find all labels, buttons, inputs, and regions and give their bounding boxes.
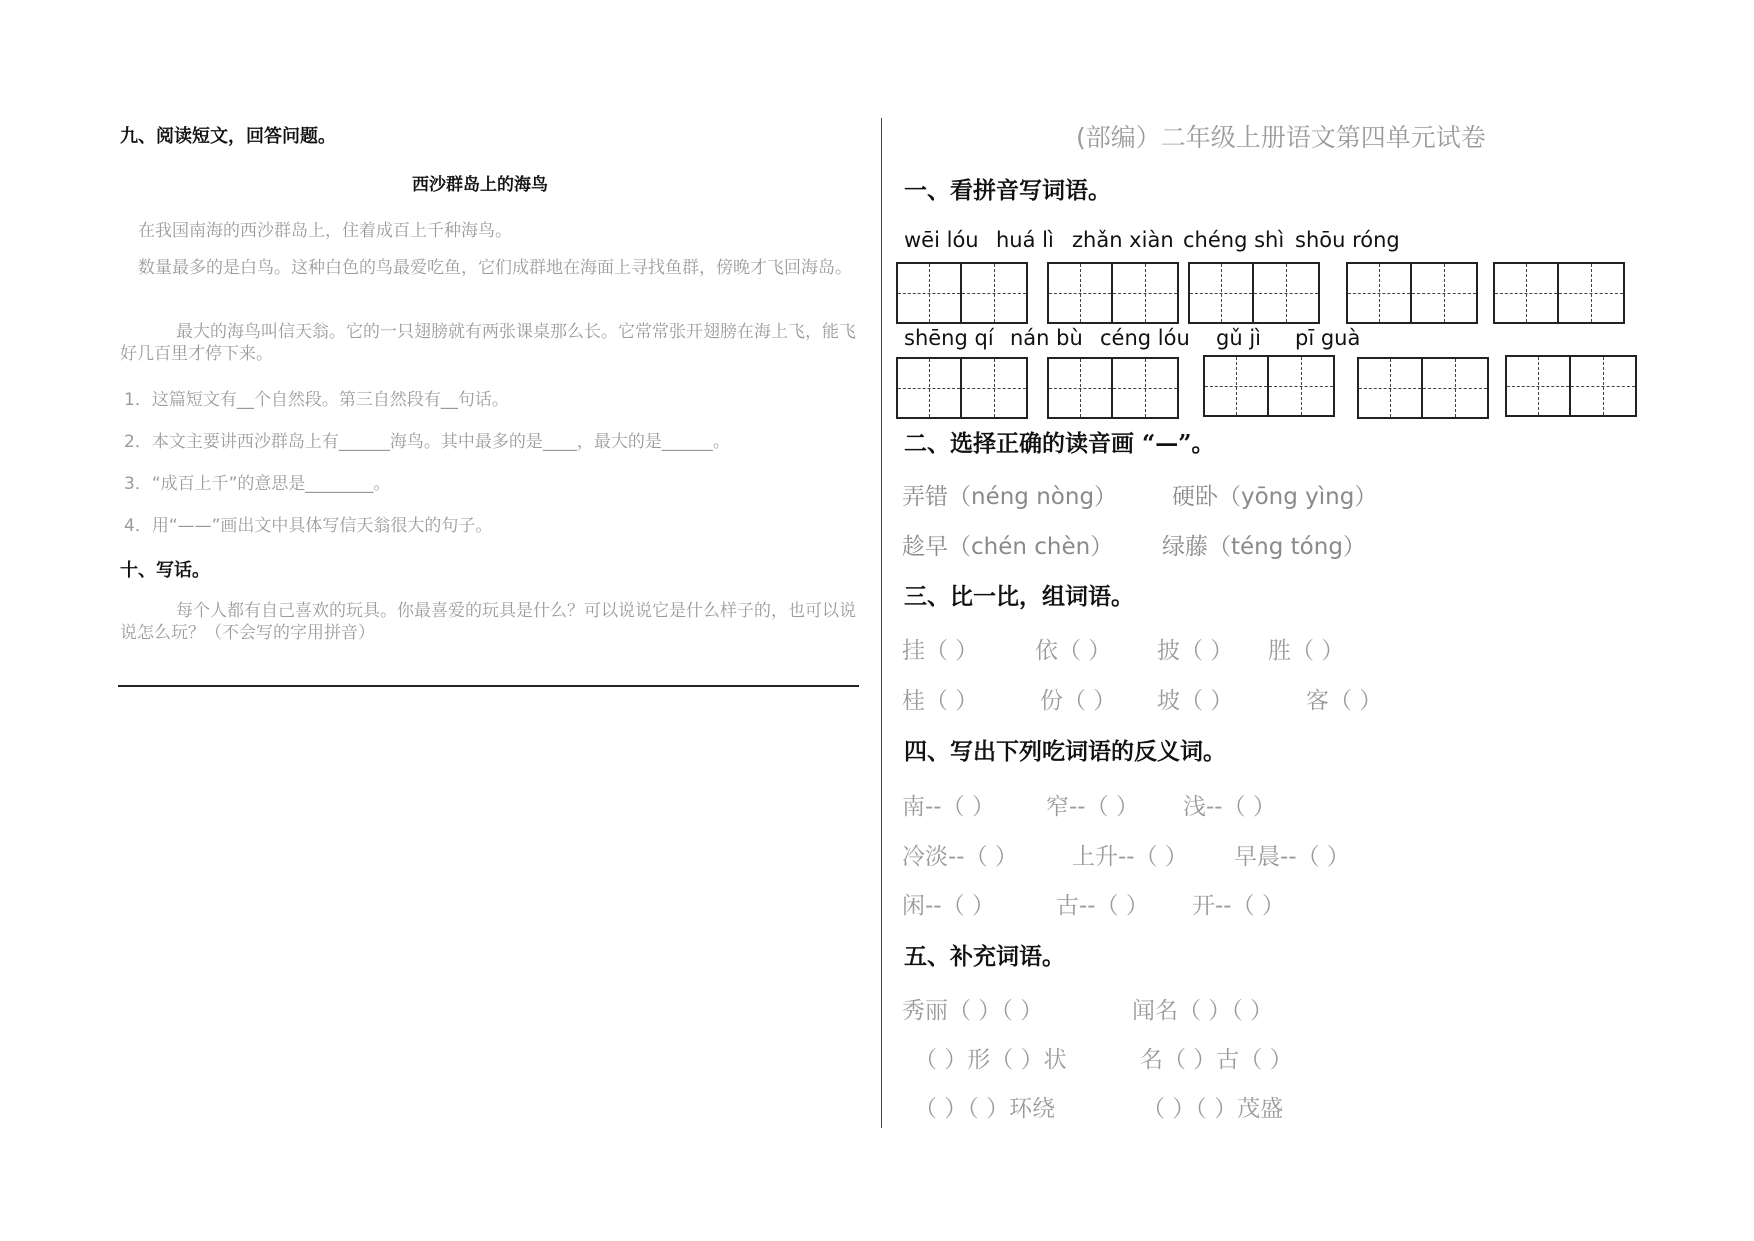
section-9-title: 九、阅读短文，回答问题。 xyxy=(120,126,336,147)
section-5-title: 五、补充词语。 xyxy=(904,943,1065,970)
fill-word-1[interactable]: 秀丽（ ）（ ） xyxy=(902,998,1044,1024)
column-divider xyxy=(881,118,882,1128)
question-3: 3．“成百上千”的意思是________。 xyxy=(124,474,391,494)
fill-word-2[interactable]: 闻名（ ）（ ） xyxy=(1132,998,1274,1024)
pinyin-2-1: shēng qí xyxy=(904,326,994,350)
compare-word-1[interactable]: 挂（ ） xyxy=(902,638,979,664)
antonym-2[interactable]: 窄--（ ） xyxy=(1046,794,1139,820)
section-10-title: 十、写话。 xyxy=(120,560,210,581)
writing-prompt: 每个人都有自己喜欢的玩具。你最喜爱的玩具是什么？可以说说它是什么样子的，也可以说说怎么玩？（不会写的字用拼音） xyxy=(120,601,856,643)
section-4-title: 四、写出下列吃词语的反义词。 xyxy=(904,738,1226,765)
pinyin-1-1: wēi lóu xyxy=(904,228,979,252)
reading-choice-1[interactable]: 弄错（néng nòng） xyxy=(902,484,1118,510)
reading-choice-3[interactable]: 趁早（chén chèn） xyxy=(902,534,1114,560)
antonym-5[interactable]: 上升--（ ） xyxy=(1072,844,1188,870)
reading-choice-4[interactable]: 绿藤（téng tóng） xyxy=(1162,534,1366,560)
article-title: 西沙群岛上的海鸟 xyxy=(412,175,548,195)
pinyin-1-3: zhǎn xiàn xyxy=(1072,228,1174,252)
pinyin-1-4: chéng shì xyxy=(1183,228,1285,252)
writing-box-1-4[interactable] xyxy=(1346,262,1478,324)
fill-word-4[interactable]: 名（ ）古（ ） xyxy=(1140,1047,1293,1073)
writing-box-1-5[interactable] xyxy=(1493,262,1625,324)
compare-word-2[interactable]: 依（ ） xyxy=(1035,638,1112,664)
compare-word-4[interactable]: 胜（ ） xyxy=(1268,638,1345,664)
paragraph-1: 在我国南海的西沙群岛上，住着成百上千种海鸟。 xyxy=(138,221,512,241)
compare-word-3[interactable]: 披（ ） xyxy=(1157,638,1234,664)
antonym-1[interactable]: 南--（ ） xyxy=(902,794,995,820)
question-4: 4．用“——”画出文中具体写信天翁很大的句子。 xyxy=(124,516,493,536)
antonym-3[interactable]: 浅--（ ） xyxy=(1183,794,1276,820)
writing-box-2-1[interactable] xyxy=(896,357,1028,419)
antonym-9[interactable]: 开--（ ） xyxy=(1192,893,1285,919)
section-1-title: 一、看拼音写词语。 xyxy=(904,177,1111,204)
pinyin-1-5: shōu róng xyxy=(1295,228,1400,252)
pinyin-2-3: céng lóu xyxy=(1100,326,1190,350)
writing-box-2-3[interactable] xyxy=(1203,355,1335,417)
fill-word-6[interactable]: （ ）（ ）茂盛 xyxy=(1142,1096,1284,1122)
question-2: 2．本文主要讲西沙群岛上有______海鸟。其中最多的是____，最大的是______。 xyxy=(124,432,730,452)
pinyin-2-5: pī guà xyxy=(1295,326,1361,350)
compare-word-8[interactable]: 客（ ） xyxy=(1306,688,1383,714)
pinyin-2-4: gǔ jì xyxy=(1216,326,1261,350)
pinyin-1-2: huá lì xyxy=(996,228,1054,252)
compare-word-5[interactable]: 桂（ ） xyxy=(902,688,979,714)
writing-box-2-2[interactable] xyxy=(1047,357,1179,419)
writing-box-1-1[interactable] xyxy=(896,262,1028,324)
compare-word-7[interactable]: 坡（ ） xyxy=(1157,688,1234,714)
reading-choice-2[interactable]: 硬卧（yōng yìng） xyxy=(1172,484,1378,510)
writing-box-2-5[interactable] xyxy=(1505,355,1637,417)
writing-box-2-4[interactable] xyxy=(1357,357,1489,419)
fill-word-5[interactable]: （ ）（ ）环绕 xyxy=(914,1096,1056,1122)
pinyin-2-2: nán bù xyxy=(1010,326,1083,350)
paragraph-3: 最大的海鸟叫信天翁。它的一只翅膀就有两张课桌那么长。它常常张开翅膀在海上飞，能飞好几百里才停下来。 xyxy=(120,322,856,364)
antonym-6[interactable]: 早晨--（ ） xyxy=(1234,844,1350,870)
fill-word-3[interactable]: （ ）形（ ）状 xyxy=(914,1047,1067,1073)
paragraph-2: 数量最多的是白鸟。这种白色的鸟最爱吃鱼，它们成群地在海面上寻找鱼群，傍晚才飞回海岛。 xyxy=(138,258,852,278)
compare-word-6[interactable]: 份（ ） xyxy=(1040,688,1117,714)
section-2-title: 二、选择正确的读音画 “—”。 xyxy=(904,430,1215,457)
paper-title: (部编）二年级上册语文第四单元试卷 xyxy=(1076,123,1486,152)
section-3-title: 三、比一比，组词语。 xyxy=(904,583,1134,610)
writing-box-1-3[interactable] xyxy=(1188,262,1320,324)
antonym-7[interactable]: 闲--（ ） xyxy=(902,893,995,919)
writing-box-1-2[interactable] xyxy=(1047,262,1179,324)
antonym-4[interactable]: 冷淡--（ ） xyxy=(902,844,1018,870)
antonym-8[interactable]: 古--（ ） xyxy=(1056,893,1149,919)
question-1: 1．这篇短文有__个自然段。第三自然段有__句话。 xyxy=(124,390,509,410)
writing-line[interactable] xyxy=(118,685,859,687)
